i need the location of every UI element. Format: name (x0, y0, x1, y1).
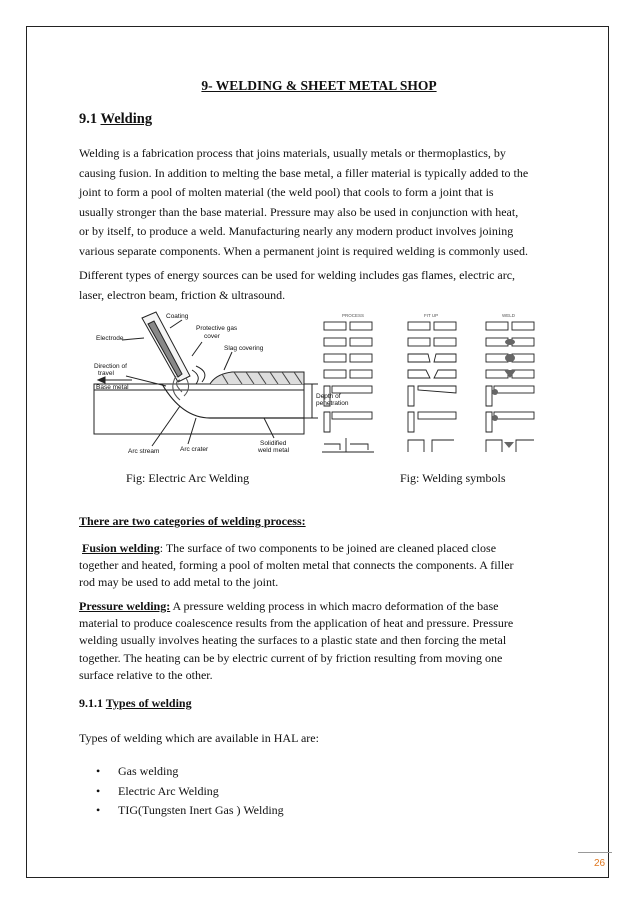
fusion-text: : The surface of two components to be joined are cleaned placed close (159, 541, 497, 555)
list-item: • TIG(Tungsten Inert Gas ) Welding (96, 801, 284, 821)
caption-arc-welding: Fig: Electric Arc Welding (126, 471, 250, 485)
pressure-line: together. The heating can be by electric current of by friction resulting from moving one (79, 650, 503, 665)
intro-paragraph (79, 144, 564, 261)
intro-line: joint to form a pool of molten material (the weld pool) that cools to form a joint that is (79, 185, 494, 199)
fusion-line-1 (79, 540, 564, 557)
types-label: Types of welding (105, 696, 192, 710)
intro-line: Welding is a fabrication process that joins materials, usually metals or thermoplastics, by (79, 146, 506, 160)
pressure-term: Pressure welding: (79, 599, 171, 613)
label-depth-1: Depth of (316, 393, 341, 400)
fusion-line: together and heated, forming a pool of molten metal that connects the components. A filler (79, 558, 514, 573)
page-number: 26 (594, 858, 606, 869)
list-item: • Gas welding (96, 762, 284, 782)
symbols-header-weld: WELD (502, 313, 516, 318)
intro-line: causing fusion. In addition to melting the base metal, a filler material is typically added to the (79, 165, 529, 180)
label-coating: Coating (166, 313, 189, 320)
label-arc-crater: Arc crater (180, 446, 209, 453)
label-arc-stream: Arc stream (128, 448, 160, 455)
label-base-metal: Base metal (96, 384, 129, 391)
fusion-line: rod may be used to add metal to the joint. (79, 575, 279, 590)
intro-line: usually stronger than the base material. Pressure may also be used in conjunction with heat, (79, 204, 519, 219)
pressure-welding-paragraph (79, 598, 564, 684)
pressure-text: A pressure welding process in which macro deformation of the base (170, 599, 499, 613)
types-heading (79, 696, 192, 711)
label-solidified-1: Solidified (260, 440, 287, 447)
base-metal-shape (94, 384, 304, 434)
label-shield-2: cover (204, 333, 220, 340)
intro-line: various separate components. When a permanent joint is required welding is commonly used. (79, 243, 528, 258)
energy-line: Different types of energy sources can be used for welding includes gas flames, electric arc, (79, 268, 516, 282)
section-heading (79, 111, 152, 128)
label-depth-2: penetration (316, 400, 349, 407)
categories-heading: There are two categories of welding process: (79, 514, 306, 528)
label-shield-1: Protective gas (196, 325, 238, 332)
label-slag: Slag covering (224, 345, 264, 352)
welding-symbols-diagram (320, 312, 550, 460)
energy-line: laser, electron beam, friction & ultrasound. (79, 287, 286, 302)
section-label: Welding (100, 111, 153, 127)
label-direction-1: Direction of (94, 363, 127, 370)
types-number: 9.1.1 (79, 696, 103, 710)
welding-types-list (96, 762, 284, 821)
label-solidified-2: weld metal (258, 447, 290, 454)
caption-welding-symbols: Fig: Welding symbols (400, 471, 506, 485)
fusion-welding-paragraph (79, 540, 564, 592)
symbols-header-process: PROCESS (342, 313, 365, 318)
types-intro: Types of welding which are available in HAL are: (79, 731, 319, 745)
fusion-term: Fusion welding (82, 541, 160, 555)
list-item: • Electric Arc Welding (96, 782, 284, 802)
page-title: 9- WELDING & SHEET METAL SHOP (201, 78, 437, 93)
symbols-header-fitup: FIT UP (424, 313, 439, 318)
label-direction-2: travel (98, 370, 114, 377)
energy-paragraph (79, 266, 564, 305)
pressure-line-1 (79, 598, 564, 615)
page-number-rule (578, 852, 612, 853)
section-number: 9.1 (79, 111, 98, 127)
pressure-line: surface relative to the other. (79, 667, 213, 682)
label-electrode: Electrode (96, 335, 124, 342)
intro-line: or by itself, to produce a weld. Manufacturing nearly any modern product involves joining (79, 224, 514, 238)
pressure-line: welding usually involves heating the surfaces to a plastic state and then forcing the metal (79, 633, 507, 648)
pressure-line: material to produce coalescence results from the application of heat and pressure. Pressure (79, 616, 514, 631)
